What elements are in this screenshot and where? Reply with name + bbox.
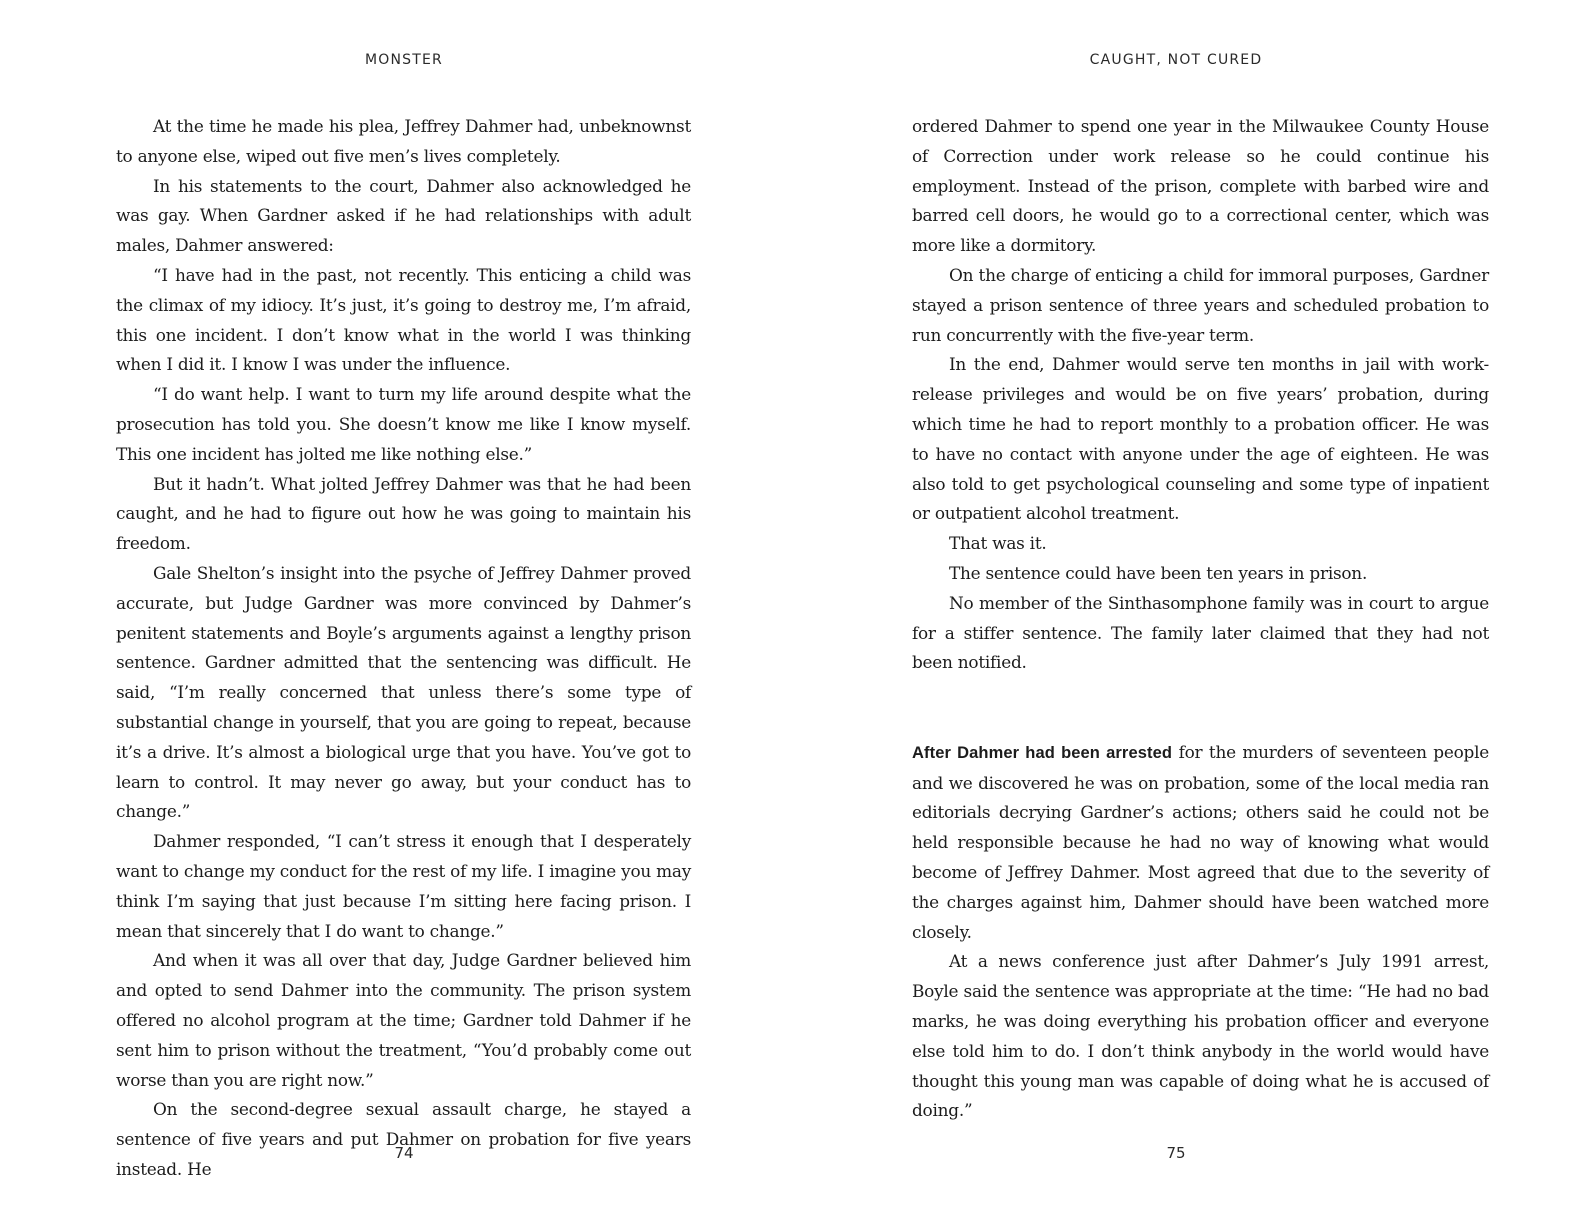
continued-paragraph: ordered Dahmer to spend one year in the Milwaukee County House of Correction under work release so he could continue his employment. Instead of the prison, complete with barbed wire and barred cell doors, he would go to a correctional center, which was more like a dormitory. [912,116,1489,256]
paragraph: In his statements to the court, Dahmer also acknowledged he was gay. When Gardner asked if he had relationships with adult males, Dahmer answered: [116,175,691,256]
paragraph: On the second-degree sexual assault charge, he stayed a sentence of five years and put Dahmer on probation for five years instead. He [116,1099,691,1179]
paragraph: But it hadn’t. What jolted Jeffrey Dahmer was that he had been caught, and he had to figure out how he was going to maintain his freedom. [116,473,691,554]
paragraph: And when it was all over that day, Judge Gardner believed him and opted to send Dahmer into the community. The prison system offered no alcohol program at the time; Gardner told Dahmer if he sent him to prison without the treatment, “You’d probably come out worse than you are right now.” [116,950,691,1090]
page-number-right: 75 [1166,1144,1186,1162]
section-opening-text: for the murders of seventeen people and we discovered he was on probation, some of the local media ran editorials decrying Gardner’s actions; others said he could not be held responsible because he had no way of knowing what would become of Jeffrey Dahmer. Most agreed that due to the severity of the charges against him, Dahmer should have been watched more closely. [912,741,1489,942]
paragraph: At the time he made his plea, Jeffrey Dahmer had, unbeknownst to anyone else, wiped out five men’s lives completely. [116,116,691,166]
section-lead-in: After Dahmer had been arrested [912,743,1173,762]
paragraph: Dahmer responded, “I can’t stress it enough that I desperately want to change my conduct for the rest of my life. I imagine you may think I’m saying that just because I’m sitting here facing prison. I mean that sincerely that I do want to change.” [116,831,691,941]
running-head-right: CAUGHT, NOT CURED [1089,52,1263,68]
paragraph: That was it. [949,533,1047,554]
paragraph: “I do want help. I want to turn my life around despite what the prosecution has told you. She doesn’t know me like I know myself. This one incident has jolted me like nothing else.” [116,384,691,464]
right-page [798,0,1596,1232]
paragraph: No member of the Sinthasomphone family was in court to argue for a stiffer sentence. The family later claimed that they had not been notified. [912,592,1489,673]
right-page-body [912,112,1489,1126]
paragraph: In the end, Dahmer would serve ten months in jail with work-release privileges and would be on five years’ probation, during which time he had to report monthly to a probation officer. He was to have no contact with anyone under the age of eighteen. He was also told to get psychological counseling and some type of inpatient or outpatient alcohol treatment. [912,354,1489,524]
paragraph: On the charge of enticing a child for immoral purposes, Gardner stayed a prison sentence of three years and scheduled probation to run concurrently with the five-year term. [912,264,1489,345]
paragraph: At a news conference just after Dahmer’s July 1991 arrest, Boyle said the sentence was appropriate at the time: “He had no bad marks, he was doing everything his probation officer and everyone else told him to do. I don’t think anybody in the world would have thought this young man was capable of doing what he is accused of doing.” [912,951,1489,1121]
section-break [912,678,1489,738]
running-head-left: MONSTER [365,52,443,68]
page-number-left: 74 [394,1144,414,1162]
section-opening-paragraph [912,738,1489,948]
paragraph: The sentence could have been ten years in prison. [949,562,1368,583]
left-page-body [116,112,691,1185]
paragraph: “I have had in the past, not recently. This enticing a child was the climax of my idiocy. It’s just, it’s going to destroy me, I’m afraid, this one incident. I don’t know what in the world I was thinking when I did it. I know I was under the influence. [116,264,691,375]
paragraph: Gale Shelton’s insight into the psyche of Jeffrey Dahmer proved accurate, but Judge Gardner was more convinced by Dahmer’s penitent statements and Boyle’s arguments against a lengthy prison sentence. Gardner admitted that the sentencing was difficult. He said, “I’m really concerned that unless there’s some type of substantial change in yourself, that you are going to repeat, because it’s a drive. It’s almost a biological urge that you have. You’ve got to learn to control. It may never go away, but your conduct has to change.” [116,562,691,822]
